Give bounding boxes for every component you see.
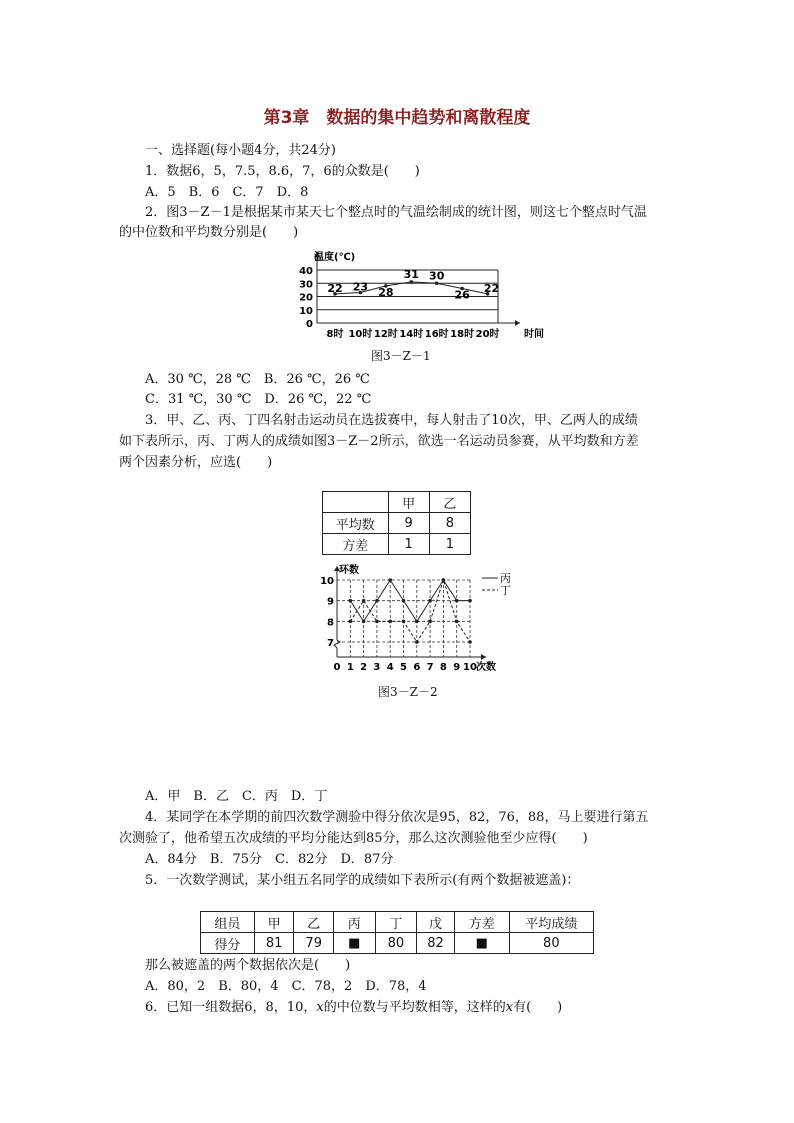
data-point <box>455 620 459 624</box>
data-point <box>349 620 353 624</box>
y-tick-label: 9 <box>327 596 334 608</box>
table-cell: 得分 <box>201 933 255 954</box>
x-axis-label: 时间 <box>524 329 544 340</box>
x-axis-arrow <box>481 654 486 660</box>
y-tick-label: 7 <box>327 638 334 649</box>
q5-options: A．80，2 B．80，4 C．78，2 D．78，4 <box>145 979 427 994</box>
q3-stem-line1: 3．甲、乙、丙、丁四名射击运动员在选拔赛中，每人射击了10次，甲、乙两人的成绩 <box>145 413 638 428</box>
data-point <box>388 578 392 582</box>
table-cell: 方差 <box>323 534 389 555</box>
x-tick-label: 16时 <box>424 329 449 340</box>
y-axis <box>334 568 340 657</box>
y-tick-label: 10 <box>299 305 313 317</box>
q4-stem-line1: 4．某同学在本学期的前四次数学测验中得分依次是95，82，76，88，马上要进行第五 <box>145 810 649 825</box>
x-tick-label: 18时 <box>450 329 475 340</box>
table-cell: 乙 <box>429 492 470 513</box>
table-cell: 81 <box>254 933 294 954</box>
x-tick-label: 10 <box>463 662 477 673</box>
data-label: 31 <box>403 267 419 281</box>
figure-caption-2: 图3－Z－2 <box>378 685 438 699</box>
data-point <box>415 620 419 624</box>
y-axis-label: 温度(℃) <box>314 252 356 263</box>
table-header-row <box>323 492 471 513</box>
table-cell: ■ <box>334 933 376 954</box>
q6-variable: x <box>316 1000 324 1015</box>
x-tick-label: 8时 <box>326 329 344 340</box>
table-cell: 组员 <box>201 912 255 933</box>
figure-caption-1: 图3－Z－1 <box>371 349 431 363</box>
q4-options: A．84分 B．75分 C．82分 D．87分 <box>145 852 394 867</box>
table-cell: 平均成绩 <box>509 912 593 933</box>
q5-stem: 5．一次数学测试，某小组五名同学的成绩如下表所示(有两个数据被遮盖)： <box>145 873 580 888</box>
data-label: 28 <box>378 285 394 299</box>
table-cell: 丙 <box>334 912 376 933</box>
q5-score-table <box>200 911 594 954</box>
q3-score-table <box>322 491 471 555</box>
shooting-score-chart <box>320 562 525 677</box>
data-point <box>362 599 366 603</box>
data-point <box>362 620 366 624</box>
q1-stem: 1．数据6，5，7.5，8.6，7，6的众数是( ) <box>145 164 420 179</box>
q3-stem-line2: 如下表所示，丙、丁两人的成绩如图3－Z－2所示，欲选一名运动员参赛，从平均数和方差 <box>119 434 639 449</box>
legend-label: 丁 <box>500 584 511 597</box>
x-tick-label: 4 <box>386 662 394 673</box>
x-tick-label: 9 <box>453 662 461 673</box>
x-tick-label: 14时 <box>399 329 424 340</box>
table-cell <box>323 492 389 513</box>
temperature-line-chart <box>290 248 544 343</box>
table-cell: 80 <box>509 933 593 954</box>
q6-stem-prefix: 6．已知一组数据6，8，10， <box>145 1000 317 1015</box>
table-cell: 1 <box>388 534 429 555</box>
table-cell: 平均数 <box>323 513 389 534</box>
table-cell: 79 <box>294 933 334 954</box>
table-cell: 戊 <box>417 912 455 933</box>
q6-stem-suffix: 有( ) <box>513 1000 563 1015</box>
q5-question: 那么被遮盖的两个数据依次是( ) <box>145 958 351 973</box>
x-tick-label: 1 <box>346 662 354 673</box>
data-label: 22 <box>327 281 343 295</box>
table-row <box>323 534 471 555</box>
table-cell: 82 <box>417 933 455 954</box>
x-tick-label: 3 <box>373 662 381 673</box>
table-cell: 丁 <box>375 912 417 933</box>
data-label: 22 <box>483 281 500 295</box>
table-row <box>323 513 471 534</box>
table-cell: 9 <box>388 513 429 534</box>
y-tick-label: 0 <box>306 319 313 330</box>
legend-label: 丙 <box>500 572 511 585</box>
data-point <box>402 599 406 603</box>
y-tick-label: 30 <box>299 279 313 291</box>
table-header-row <box>201 912 594 933</box>
q2-stem-line2: 的中位数和平均数分别是( ) <box>119 225 299 240</box>
y-axis-label: 环数 <box>339 565 359 576</box>
x-tick-label: 20时 <box>475 329 500 340</box>
y-tick-label: 20 <box>299 292 313 304</box>
x-tick-label: 2 <box>360 662 368 673</box>
q2-stem-line1: 2．图3－Z－1是根据某市某天七个整点时的气温绘制成的统计图，则这七个整点时气温 <box>145 205 647 220</box>
table-cell: 甲 <box>388 492 429 513</box>
x-tick-label: 7 <box>426 662 434 673</box>
table-cell: 8 <box>429 513 470 534</box>
q6-stem-middle: 的中位数与平均数相等，这样的 <box>323 1000 506 1015</box>
q3-stem-line3: 两个因素分析，应选( ) <box>119 455 273 470</box>
data-point <box>455 599 459 603</box>
data-point <box>415 640 419 644</box>
y-tick-label: 10 <box>320 576 334 587</box>
data-label: 30 <box>429 269 445 283</box>
table-cell: 1 <box>429 534 470 555</box>
data-point <box>468 640 472 644</box>
q1-options: A．5 B．6 C．7 D．8 <box>145 185 309 200</box>
page-title: 第3章 数据的集中趋势和离散程度 <box>263 108 531 128</box>
table-cell: ■ <box>454 933 509 954</box>
data-point <box>349 599 353 603</box>
q6-stem <box>145 999 562 1016</box>
table-cell: 方差 <box>454 912 509 933</box>
table-cell: 80 <box>375 933 417 954</box>
q2-options-line1: A．30 ℃，28 ℃ B．26 ℃，26 ℃ <box>145 372 370 387</box>
x-tick-label: 12时 <box>373 329 398 340</box>
x-tick-label: 0 <box>333 662 341 673</box>
q2-options-line2: C．31 ℃，30 ℃ D．26 ℃，22 ℃ <box>145 392 372 407</box>
y-tick-label: 8 <box>327 617 334 629</box>
table-cell: 乙 <box>294 912 334 933</box>
data-point <box>402 620 406 624</box>
data-point <box>375 599 379 603</box>
x-tick-label: 6 <box>413 662 421 673</box>
data-label: 26 <box>454 288 470 302</box>
data-label: 23 <box>352 280 369 294</box>
x-tick-label: 5 <box>400 662 407 673</box>
table-row <box>201 933 594 954</box>
y-tick-label: 40 <box>299 266 313 277</box>
table-cell: 甲 <box>254 912 294 933</box>
q3-options: A．甲 B．乙 C．丙 D．丁 <box>145 789 328 804</box>
q4-stem-line2: 次测验了，他希望五次成绩的平均分能达到85分，那么这次测验他至少应得( ) <box>119 831 588 846</box>
x-axis-label: 次数 <box>476 662 496 673</box>
data-point <box>428 620 432 624</box>
q6-variable-2: x <box>505 1000 514 1015</box>
section-heading: 一、选择题(每小题4分，共24分) <box>145 143 336 158</box>
data-point <box>375 620 379 624</box>
x-tick-label: 10时 <box>348 329 373 340</box>
data-point <box>468 599 472 603</box>
data-point <box>388 620 392 624</box>
data-point <box>442 578 446 582</box>
x-axis-arrow <box>515 320 520 326</box>
x-tick-label: 8 <box>439 662 447 673</box>
data-point <box>428 599 432 603</box>
